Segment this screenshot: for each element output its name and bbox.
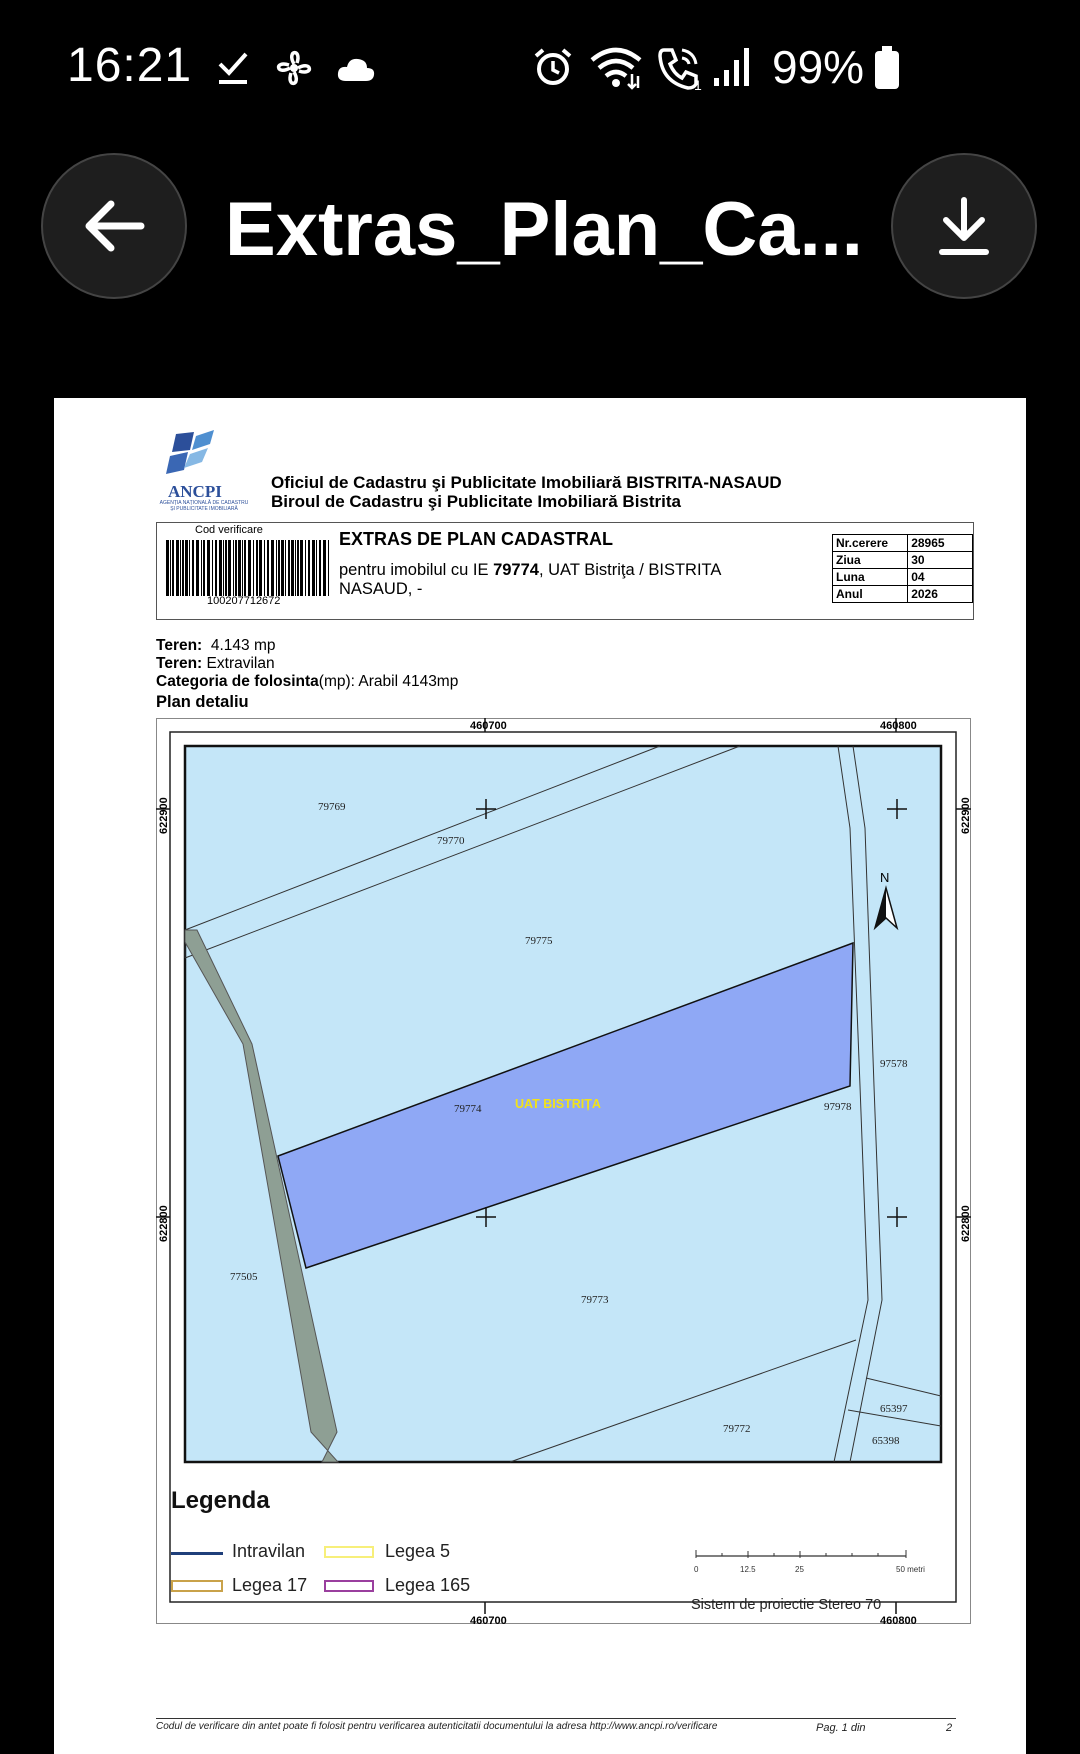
request-key: Ziua <box>833 552 908 569</box>
parcel-label: 77505 <box>230 1271 258 1283</box>
barcode-bar <box>170 540 171 596</box>
extras-title: EXTRAS DE PLAN CADASTRAL <box>339 529 614 549</box>
teren-label: Teren: <box>156 655 203 672</box>
barcode-bar <box>297 540 299 596</box>
barcode-bar <box>244 540 246 596</box>
legend-swatch-legea-165 <box>324 1580 374 1592</box>
barcode-bar <box>328 540 329 596</box>
header-box <box>156 522 974 620</box>
barcode-bar <box>192 540 194 596</box>
x-tick-top-1: 460700 <box>470 720 507 732</box>
barcode-bar <box>305 540 306 596</box>
footer-total: 2 <box>946 1722 953 1734</box>
parcel-label: 97578 <box>880 1058 908 1070</box>
battery-icon <box>874 46 900 90</box>
extras-ie: 79774 <box>493 561 539 579</box>
barcode-bar <box>259 540 262 596</box>
barcode-bar <box>228 540 231 596</box>
svg-text:1: 1 <box>694 77 702 93</box>
parcel-label: 79770 <box>437 835 465 847</box>
extras-subtitle <box>339 561 769 599</box>
barcode-bar <box>180 540 181 596</box>
barcode-bar <box>276 540 277 596</box>
parcel-label: 79773 <box>581 1294 609 1306</box>
fan-icon <box>272 46 316 90</box>
x-tick-top-2: 460800 <box>880 720 917 732</box>
ancpi-logo-text: ANCPI <box>168 482 222 501</box>
legend-swatch-legea-5 <box>324 1546 374 1558</box>
barcode-bar <box>316 540 317 596</box>
ancpi-logo-subtext: AGENȚIA NAȚIONALĂ DE CADASTRU ȘI PUBLICITATE IMOBILIARĂ <box>159 500 249 512</box>
categoria-value: (mp): Arabil 4143mp <box>318 673 459 690</box>
barcode-bar <box>300 540 303 596</box>
y-tick-left-1: 622900 <box>158 797 170 834</box>
barcode-bar <box>248 540 251 596</box>
parcel-label: 97978 <box>824 1101 852 1113</box>
barcode-bar <box>233 540 234 596</box>
request-value: 04 <box>908 569 973 586</box>
document-page[interactable] <box>54 398 1026 1754</box>
office-line-1: Oficiul de Cadastru şi Publicitate Imobiliară BISTRITA-NASAUD <box>271 473 782 492</box>
uat-label: UAT BISTRIȚA <box>515 1097 601 1111</box>
download-button[interactable] <box>891 153 1037 299</box>
x-tick-bottom-2: 460800 <box>880 1615 917 1627</box>
request-key: Anul <box>833 586 908 603</box>
barcode-bar <box>166 540 169 596</box>
barcode-bar <box>212 540 213 596</box>
barcode-bar <box>242 540 243 596</box>
footer-page: Pag. 1 din <box>816 1722 866 1734</box>
scale-label: 25 <box>795 1565 804 1574</box>
legend-title: Legenda <box>171 1487 270 1514</box>
extras-sub-suffix: , UAT Bistriţa / BISTRITA NASAUD, - <box>339 561 721 598</box>
cloud-icon <box>336 55 376 83</box>
app-bar <box>0 150 1080 310</box>
request-key: Luna <box>833 569 908 586</box>
legend-label-legea-5: Legea 5 <box>385 1541 451 1561</box>
parcel-label: 65397 <box>880 1403 908 1415</box>
request-key: Nr.cerere <box>833 535 908 552</box>
ancpi-logo-icon <box>162 430 222 478</box>
wifi-icon <box>588 46 644 90</box>
barcode-bar <box>182 540 184 596</box>
barcode-bar <box>238 540 241 596</box>
barcode-bar <box>196 540 199 596</box>
barcode-bar <box>278 540 280 596</box>
barcode-bar <box>215 540 217 596</box>
table-row <box>833 586 973 603</box>
parcel-label: 79772 <box>723 1423 751 1435</box>
signal-icon <box>712 46 754 88</box>
barcode-bar <box>172 540 174 596</box>
barcode-bar <box>264 540 265 596</box>
barcode-bar <box>285 540 286 596</box>
legend-label-legea-17: Legea 17 <box>232 1575 308 1595</box>
request-value: 30 <box>908 552 973 569</box>
request-table <box>832 534 973 603</box>
barcode-bar <box>312 540 315 596</box>
parcel-label: 79769 <box>318 801 346 813</box>
scale-label: 0 <box>694 1565 699 1574</box>
barcode-bar <box>223 540 224 596</box>
alarm-icon <box>532 46 574 88</box>
page-footer <box>156 1718 956 1732</box>
parcel-label: 79775 <box>525 935 553 947</box>
barcode-bar <box>189 540 190 596</box>
categoria-line <box>156 673 458 691</box>
cod-verificare-number: 100207712672 <box>207 595 281 607</box>
status-bar <box>0 0 1080 135</box>
barcode-bar <box>267 540 269 596</box>
teren-type: Extravilan <box>206 655 275 672</box>
y-tick-right-2: 622800 <box>960 1205 972 1242</box>
check-download-icon <box>216 50 250 86</box>
barcode-bar <box>281 540 284 596</box>
barcode-bar <box>308 540 310 596</box>
parcel-label: 79774 <box>454 1103 482 1115</box>
barcode-bar <box>235 540 237 596</box>
projection-label: Sistem de proiectie Stereo 70 <box>691 1597 882 1613</box>
y-tick-right-1: 622900 <box>960 797 972 834</box>
cod-verificare-label: Cod verificare <box>195 524 263 536</box>
status-time: 16:21 <box>67 39 193 92</box>
table-row <box>833 569 973 586</box>
back-button[interactable] <box>41 153 187 299</box>
parcel-label: 65398 <box>872 1435 900 1447</box>
barcode-bar <box>207 540 210 596</box>
battery-percentage: 99% <box>772 41 865 93</box>
barcode-bar <box>176 540 179 596</box>
x-tick-bottom-1: 460700 <box>470 1615 507 1627</box>
y-tick-left-2: 622800 <box>158 1205 170 1242</box>
table-row <box>833 552 973 569</box>
barcode-bar <box>253 540 254 596</box>
barcode-bar <box>288 540 290 596</box>
barcode-bar <box>291 540 294 596</box>
legend-swatch-legea-17 <box>171 1580 223 1592</box>
barcode-bar <box>256 540 258 596</box>
scale-bar <box>696 1548 936 1578</box>
request-value: 2026 <box>908 586 973 603</box>
barcode-bar <box>185 540 188 596</box>
extras-sub-prefix: pentru imobilul cu IE <box>339 561 494 579</box>
legend-label-legea-165: Legea 165 <box>385 1575 471 1595</box>
download-icon <box>934 194 994 258</box>
table-row <box>833 535 973 552</box>
document-title: Extras_Plan_Ca... <box>225 187 863 272</box>
plan-detaliu-label: Plan detaliu <box>156 693 249 711</box>
barcode-bar <box>295 540 296 596</box>
barcode-bar <box>271 540 274 596</box>
office-line-2: Biroul de Cadastru şi Publicitate Imobiliară Bistrita <box>271 492 681 511</box>
arrow-left-icon <box>79 196 149 256</box>
cadastral-map <box>156 718 972 1627</box>
barcode-bar <box>225 540 227 596</box>
teren-area-line <box>156 637 276 655</box>
barcode-icon <box>166 540 331 596</box>
footer-text: Codul de verificare din antet poate fi folosit pentru verificarea autenticitatii documentului la adresa http://www.ancpi.ro/verificare <box>156 1721 718 1732</box>
teren-area: 4.143 mp <box>210 637 276 654</box>
scale-label: 50 metri <box>896 1565 925 1574</box>
barcode-bar <box>201 540 202 596</box>
barcode-bar <box>203 540 205 596</box>
teren-label: Teren: <box>156 637 203 654</box>
barcode-bar <box>323 540 326 596</box>
call-icon <box>656 46 706 92</box>
scale-label: 12.5 <box>740 1565 756 1574</box>
categoria-label: Categoria de folosinta <box>156 673 319 690</box>
legend-label-intravilan: Intravilan <box>232 1541 306 1561</box>
legend-swatch-intravilan <box>171 1552 223 1555</box>
teren-type-line <box>156 655 275 673</box>
barcode-bar <box>219 540 222 596</box>
barcode-bar <box>319 540 321 596</box>
north-label: N <box>880 870 890 885</box>
request-value: 28965 <box>908 535 973 552</box>
